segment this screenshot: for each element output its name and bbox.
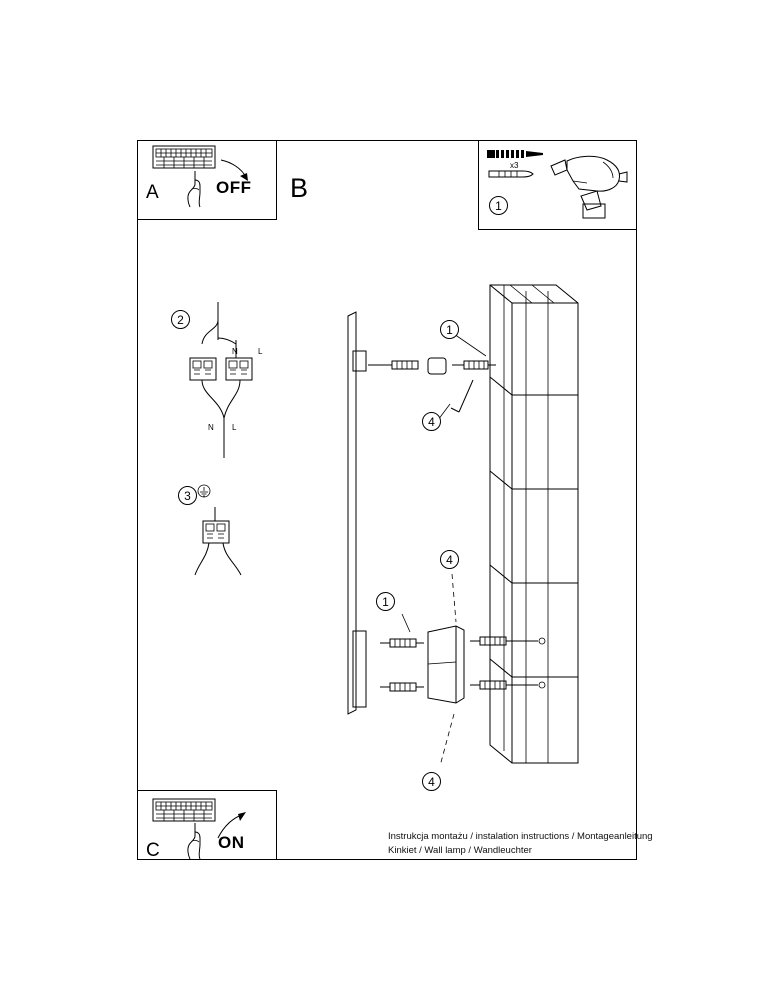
earth-ground-symbol [196, 483, 212, 499]
callout-badge-4-top: 4 [422, 412, 441, 431]
quantity-label: x3 [510, 161, 519, 170]
screw-icon [487, 148, 547, 160]
wall-plug-icon [487, 168, 535, 180]
panel-a-letter: A [146, 182, 159, 203]
svg-text:N: N [208, 423, 214, 432]
leader-line-lower-screw [400, 612, 426, 642]
panel-a-state-label: OFF [216, 178, 252, 197]
screw-connector-lower [468, 678, 546, 692]
svg-text:L: L [232, 423, 237, 432]
step-badge-1: 1 [489, 196, 508, 215]
leader-line-bottom-key [432, 712, 466, 774]
step-badge-2: 2 [171, 310, 190, 329]
terminal-block-earth-icon [193, 505, 263, 595]
caption-block [388, 830, 653, 858]
panel-c-letter: C [146, 840, 160, 861]
caption-line-1: Instrukcja montażu / instalation instructions / Montageanleitung [388, 831, 653, 842]
panel-b-letter: B [290, 173, 309, 203]
callout-badge-4-mid: 4 [440, 550, 459, 569]
svg-text:N: N [232, 347, 238, 356]
bracket-plate-lower [352, 630, 368, 708]
step-badge-3: 3 [178, 486, 197, 505]
svg-text:L: L [258, 347, 263, 356]
caption-line-2: Kinkiet / Wall lamp / Wandleuchter [388, 845, 532, 856]
connector-block [426, 624, 466, 706]
callout-badge-1-top: 1 [440, 320, 459, 339]
callout-badge-4-bottom: 4 [422, 772, 441, 791]
panel-c-state-label: ON [218, 833, 245, 852]
terminal-block-wiring-icon [180, 300, 280, 460]
power-drill-icon [543, 148, 629, 220]
screw-lower-bottom [378, 680, 426, 694]
callout-badge-1-lower: 1 [376, 592, 395, 611]
leader-line-mid-key [440, 570, 470, 630]
screw-connector-upper [468, 634, 546, 648]
